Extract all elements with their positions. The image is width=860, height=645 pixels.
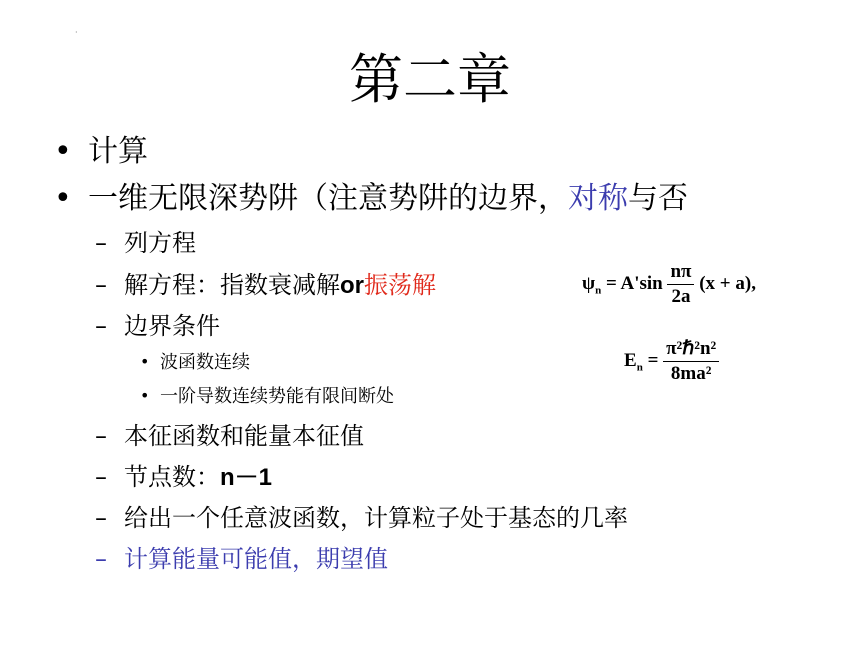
sub-equation-list <box>95 228 196 258</box>
sub-eigen-label: 本征函数和能量本征值 <box>124 422 364 450</box>
boundary-child-2-label: 一阶导数连续势能有限间断处 <box>160 386 394 407</box>
corner-mark: · <box>75 28 78 37</box>
sub-nodes <box>95 462 273 493</box>
oscillation-highlight: 振荡解 <box>364 271 436 299</box>
dash-marker: – <box>95 504 107 532</box>
psi-symbol: ψ <box>582 272 596 294</box>
slide-title: 第二章 <box>349 48 511 111</box>
sub-given-wave-label: 给出一个任意波函数，计算粒子处于基态的几率 <box>124 504 628 532</box>
bullet-dot: • <box>54 134 72 169</box>
psi-equals: = <box>605 272 617 294</box>
bullet-compute <box>54 134 148 170</box>
energy-fraction <box>663 337 719 386</box>
bullet-infinite-well <box>54 181 688 217</box>
sub-solve-equation <box>95 270 436 301</box>
nodes-value: n－1 <box>220 464 273 491</box>
dash-marker: – <box>95 545 107 573</box>
dash-marker: – <box>95 312 107 340</box>
solve-prefix: 解方程：指数衰减解 <box>124 271 340 299</box>
infinite-well-tail: 与否 <box>628 181 688 216</box>
psi-fraction <box>667 260 694 309</box>
dash-marker: – <box>95 229 107 257</box>
energy-symbol: E <box>624 349 637 371</box>
psi-coefficient: A'sin <box>620 272 663 294</box>
energy-subscript: n <box>636 361 643 374</box>
infinite-well-text: 一维无限深势阱（注意势阱的边界， <box>88 181 568 216</box>
sub-eigen <box>95 421 364 451</box>
boundary-child-2 <box>140 386 394 408</box>
boundary-child-1-label: 波函数连续 <box>160 352 250 373</box>
formula-energy <box>624 337 719 386</box>
sub-boundary-label: 边界条件 <box>124 312 220 340</box>
boundary-child-1 <box>140 352 250 374</box>
psi-subscript: n <box>595 284 602 297</box>
psi-denominator: 2a <box>671 286 691 307</box>
bullet-dot: • <box>54 181 72 216</box>
psi-numerator: nπ <box>667 260 694 285</box>
energy-numerator: π²ℏ²n² <box>663 337 719 362</box>
nodes-prefix: 节点数： <box>124 463 220 491</box>
dash-marker: – <box>95 463 107 491</box>
sub-equation-list-label: 列方程 <box>124 229 196 257</box>
symmetry-highlight: 对称 <box>568 181 628 216</box>
psi-tail: (x + a), <box>699 272 756 294</box>
bullet-compute-label: 计算 <box>88 134 148 169</box>
small-bullet: • <box>140 386 150 405</box>
energy-denominator: 8ma² <box>670 363 712 384</box>
sub-boundary <box>95 311 220 341</box>
sub-given-wave <box>95 503 628 533</box>
energy-equals: = <box>647 349 659 371</box>
small-bullet: • <box>140 352 150 371</box>
formula-wavefunction <box>582 260 756 309</box>
dash-marker: – <box>95 271 107 299</box>
dash-marker: – <box>95 422 107 450</box>
solve-or: or <box>340 272 364 299</box>
sub-compute-energy <box>95 544 388 574</box>
sub-compute-energy-label: 计算能量可能值，期望值 <box>124 545 388 573</box>
